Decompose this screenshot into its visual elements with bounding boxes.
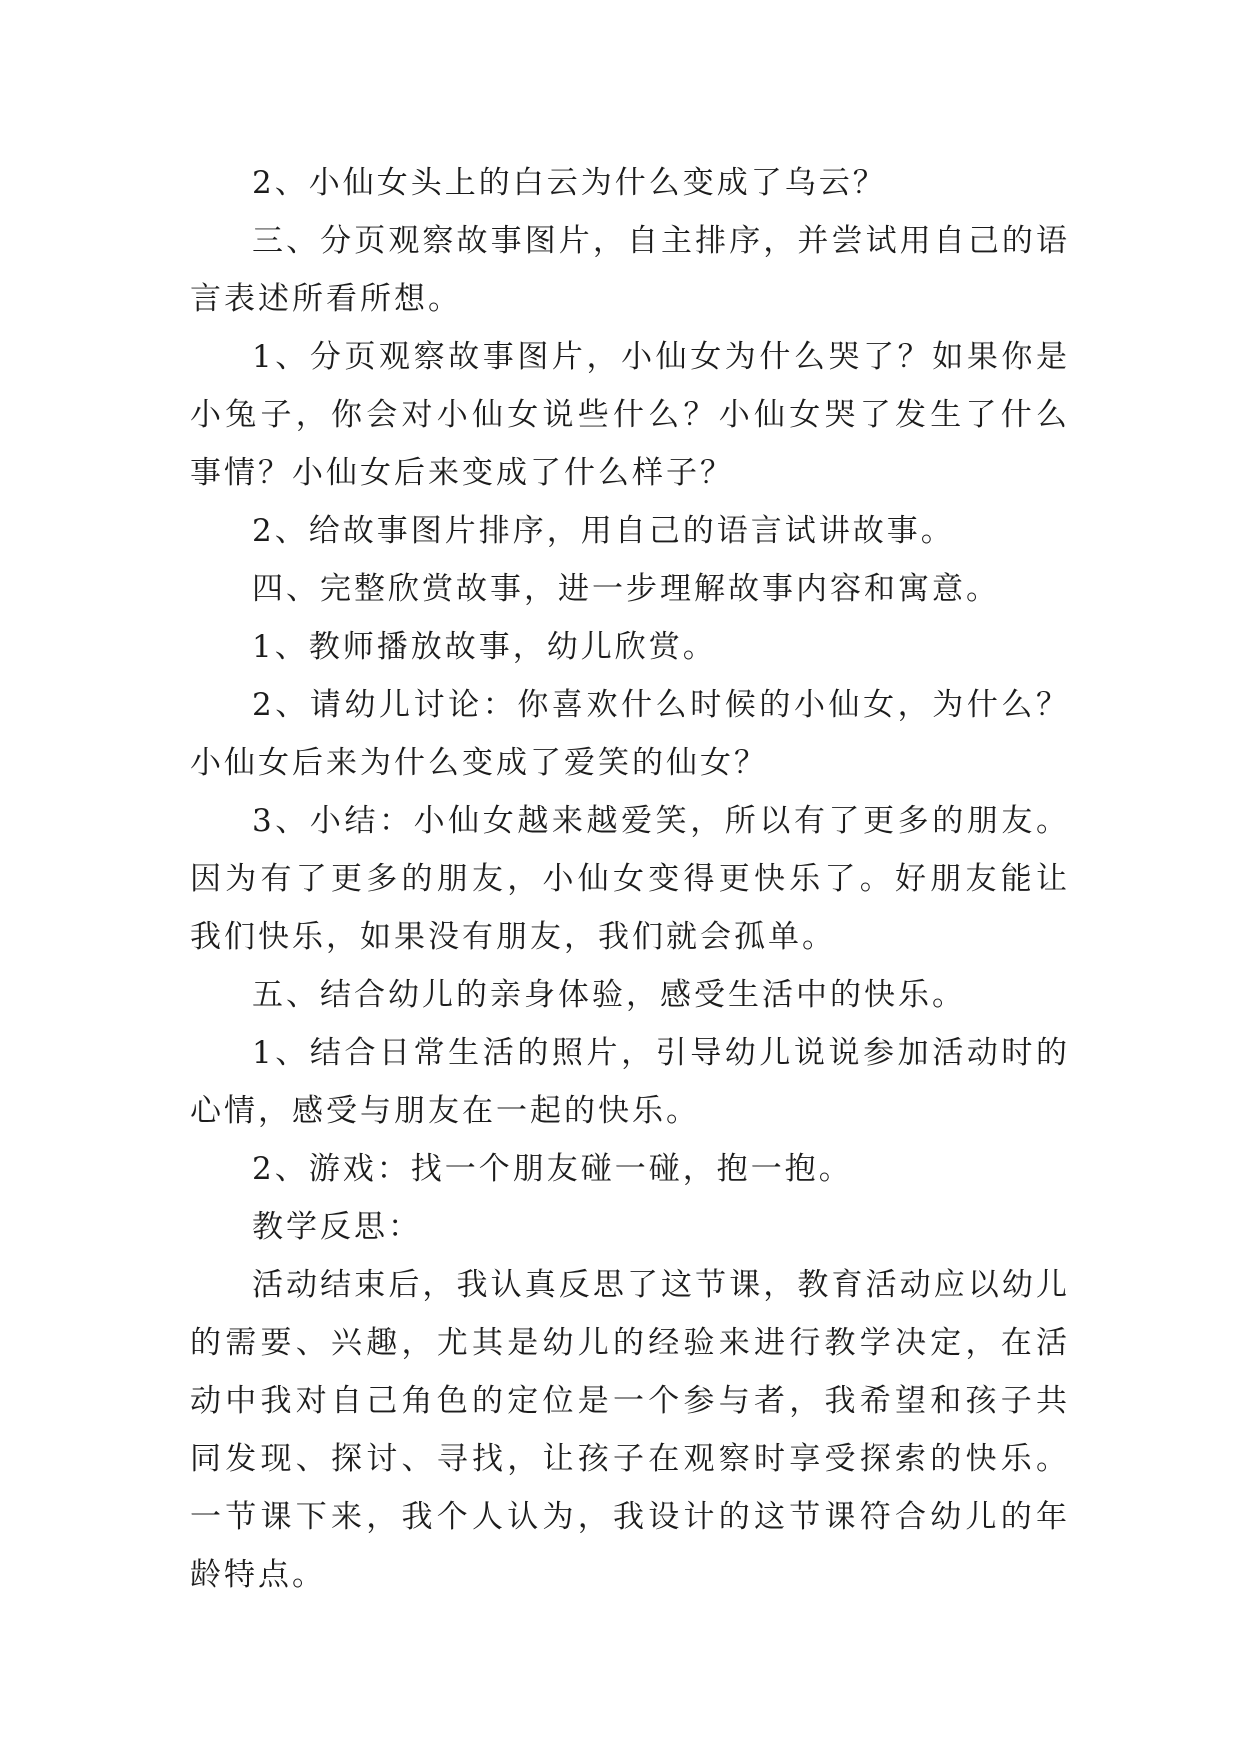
paragraph: 2、小仙女头上的白云为什么变成了乌云？ <box>252 165 887 201</box>
paragraph: 1、分页观察故事图片，小仙女为什么哭了？如果你是小兔子，你会对小仙女说些什么？小仙女哭了发生了什么事情？小仙女后来变成了什么样子？ <box>190 339 1070 491</box>
paragraph: 1、教师播放故事，幼儿欣赏。 <box>252 629 717 665</box>
paragraph: 2、给故事图片排序，用自己的语言试讲故事。 <box>252 513 955 549</box>
paragraph: 2、请幼儿讨论：你喜欢什么时候的小仙女，为什么？小仙女后来为什么变成了爱笑的仙女？ <box>190 687 1070 781</box>
paragraph: 3、小结：小仙女越来越爱笑，所以有了更多的朋友。因为有了更多的朋友，小仙女变得更快乐了。好朋友能让我们快乐，如果没有朋友，我们就会孤单。 <box>190 803 1070 955</box>
section-heading: 教学反思： <box>252 1209 422 1245</box>
paragraph: 1、结合日常生活的照片，引导幼儿说说参加活动时的心情，感受与朋友在一起的快乐。 <box>190 1035 1070 1129</box>
paragraph: 2、游戏：找一个朋友碰一碰，抱一抱。 <box>252 1151 853 1187</box>
document-body <box>190 154 1070 1604</box>
paragraph: 四、完整欣赏故事，进一步理解故事内容和寓意。 <box>252 571 1000 607</box>
paragraph: 三、分页观察故事图片，自主排序，并尝试用自己的语言表述所看所想。 <box>190 223 1070 317</box>
paragraph: 五、结合幼儿的亲身体验，感受生活中的快乐。 <box>252 977 966 1013</box>
paragraph: 活动结束后，我认真反思了这节课，教育活动应以幼儿的需要、兴趣，尤其是幼儿的经验来进行教学决定，在活动中我对自己角色的定位是一个参与者，我希望和孩子共同发现、探讨、寻找，让孩子在观察时享受探索的快乐。一节课下来，我个人认为，我设计的这节课符合幼儿的年龄特点。 <box>190 1267 1070 1593</box>
